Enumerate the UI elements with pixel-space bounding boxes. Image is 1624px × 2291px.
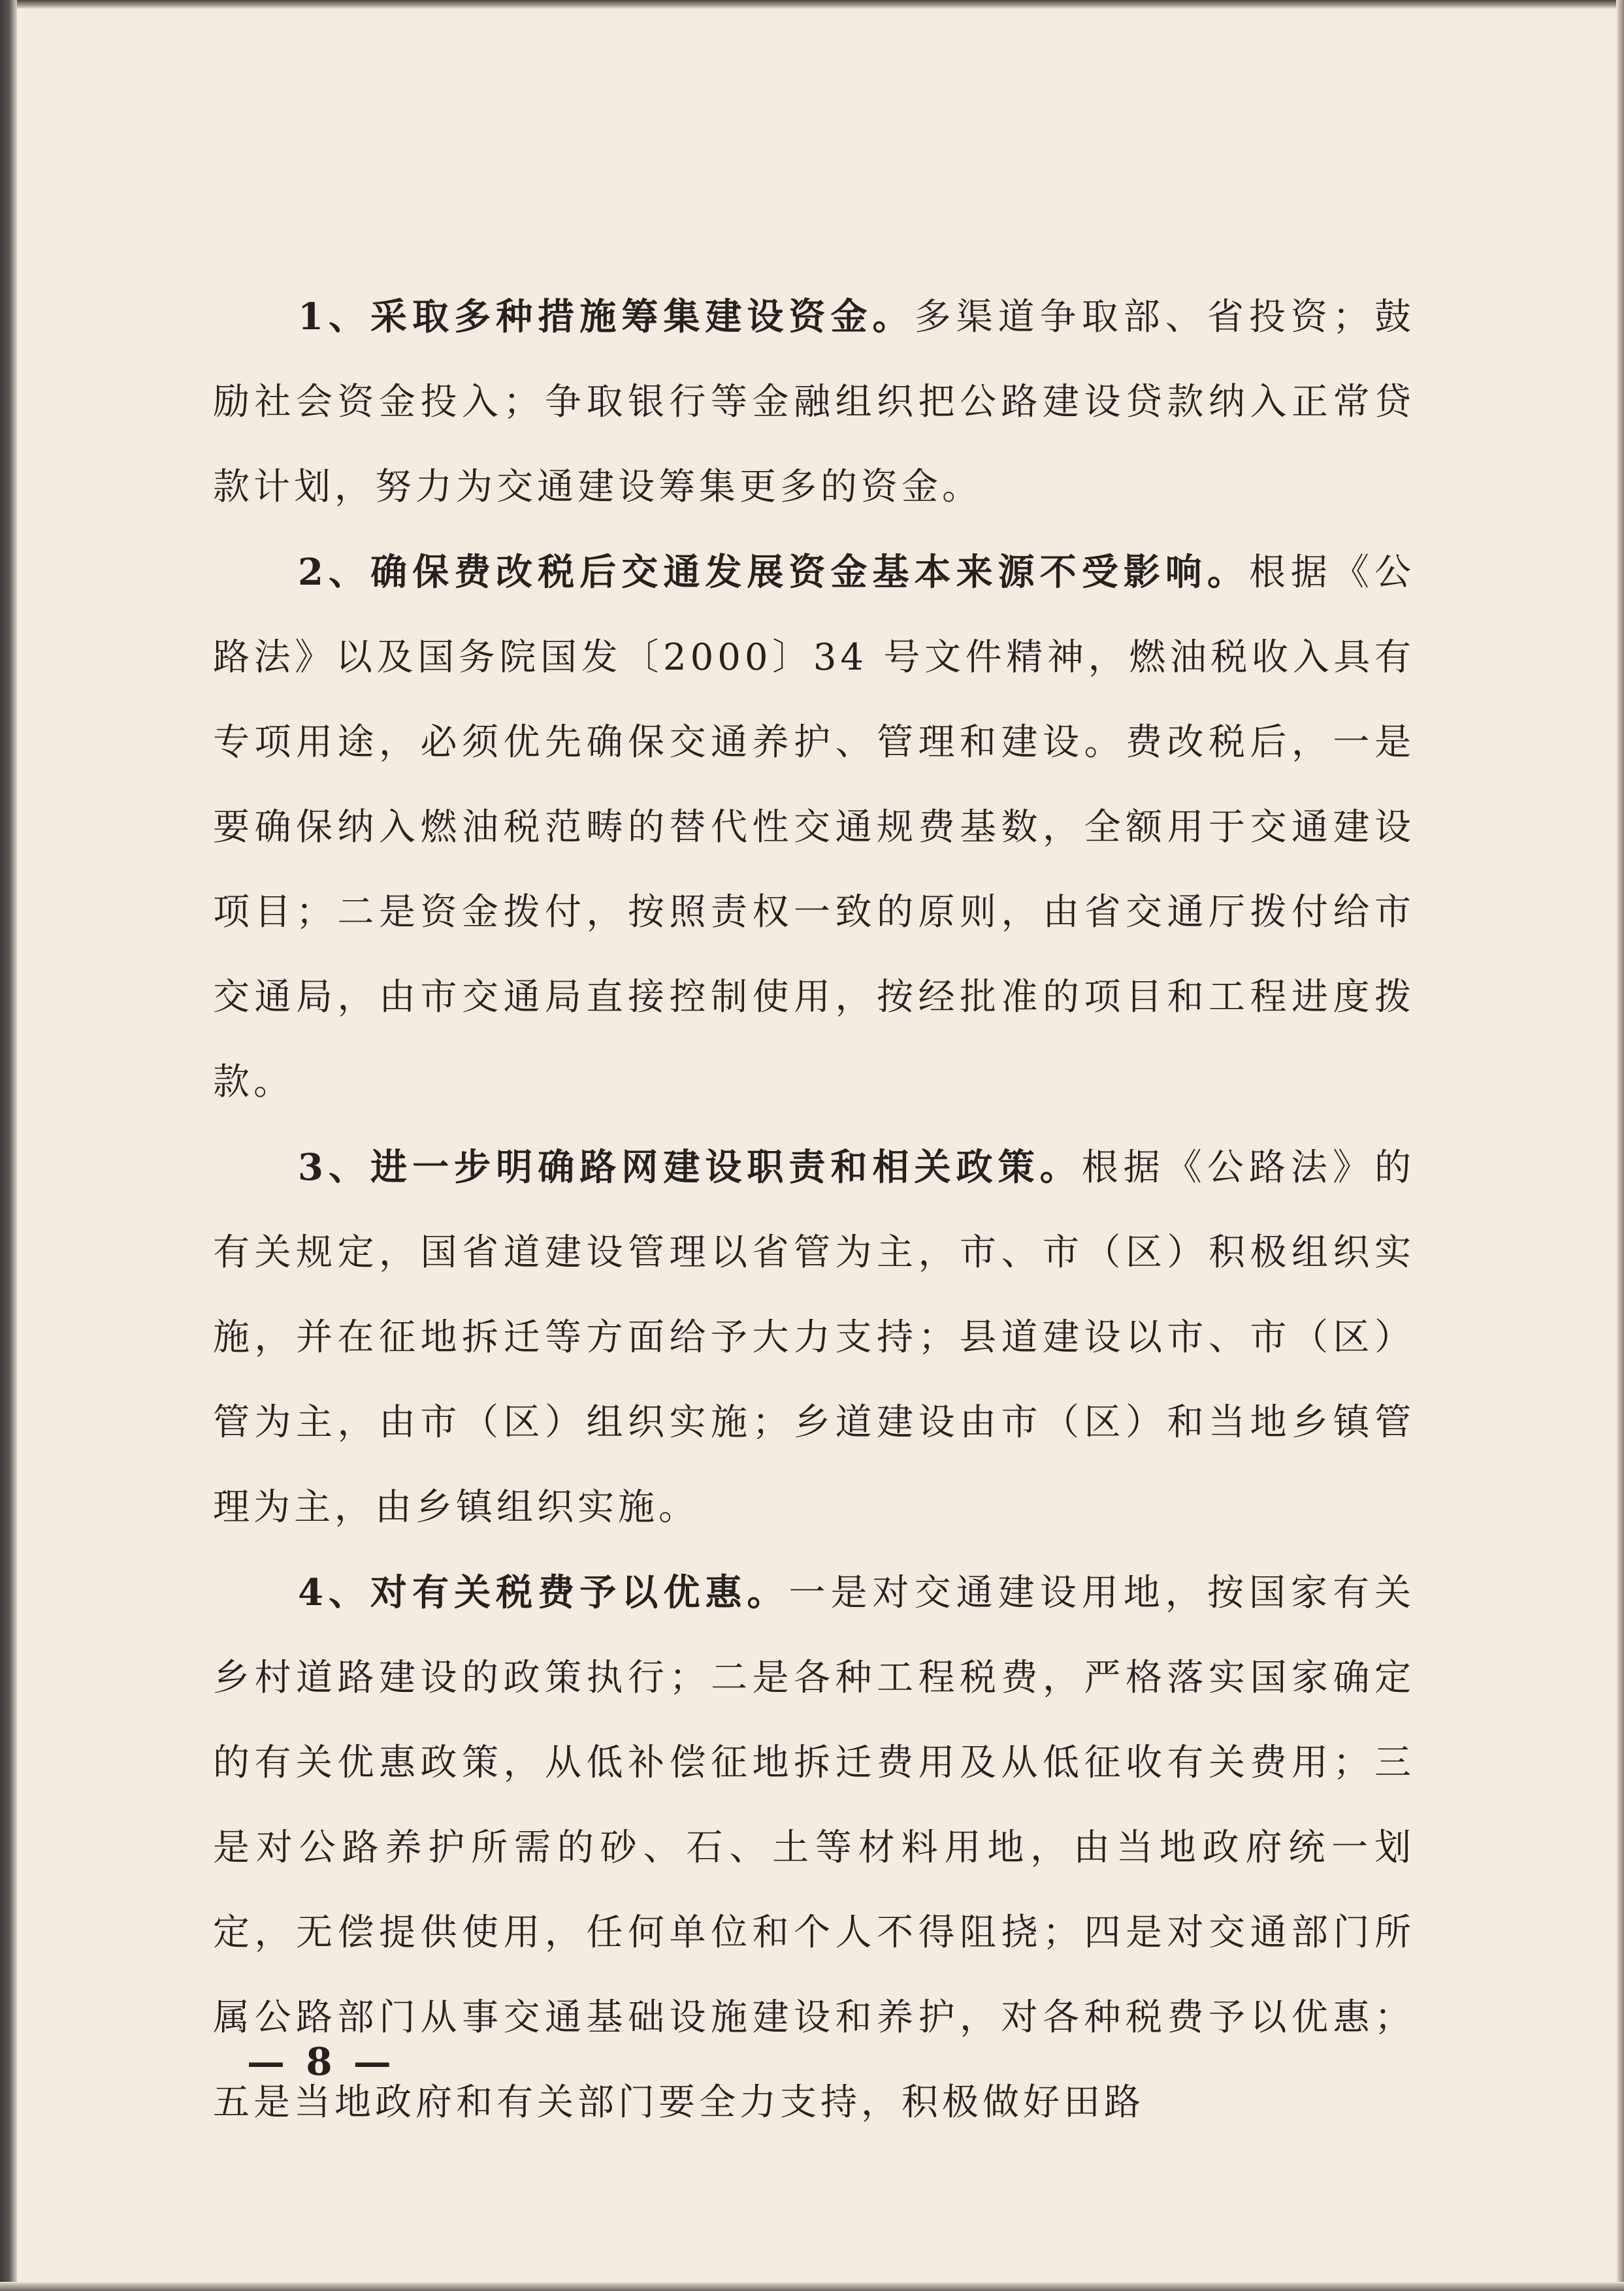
paragraph-1 (213, 274, 1415, 530)
paragraph-1-text: 多渠道争取部、省投资；鼓励社会资金投入；争取银行等金融组织把公路建设贷款纳入正常贷款计划，努力为交通建设筹集更多的资金。 (213, 296, 1415, 508)
paragraph-2-heading: 2、确保费改税后交通发展资金基本来源不受影响。 (298, 551, 1249, 594)
paragraph-3-heading: 3、进一步明确路网建设职责和相关政策。 (298, 1146, 1082, 1189)
scan-edge-left (0, 0, 17, 2291)
page-number: — 8 — (247, 2039, 395, 2084)
scan-edge-bottom (0, 2282, 1624, 2291)
document-body (213, 274, 1415, 2145)
paragraph-2-text: 根据《公路法》以及国务院国发〔2000〕34 号文件精神，燃油税收入具有专项用途，必须优先确保交通养护、管理和建设。费改税后，一是要确保纳入燃油税范畴的替代性交通规费基数，全额用于交通建设项目；二是资金拨付，按照责权一致的原则，由省交通厅拨付给市交通局，由市交通局直接控制使用，按经批准的项目和工程进度拨款。 (213, 551, 1416, 1103)
paragraph-4-heading: 4、对有关税费予以优惠。 (298, 1571, 789, 1614)
scan-edge-top (0, 0, 1624, 9)
paragraph-3-text: 根据《公路法》的有关规定，国省道建设管理以省管为主，市、市（区）积极组织实施，并在征地拆迁等方面给予大力支持；县道建设以市、市（区）管为主，由市（区）组织实施；乡道建设由市（区）和当地乡镇管理为主，由乡镇组织实施。 (213, 1146, 1415, 1529)
scan-edge-right (1616, 0, 1624, 2291)
paragraph-3 (213, 1125, 1415, 1550)
paragraph-4-text: 一是对交通建设用地，按国家有关乡村道路建设的政策执行；二是各种工程税费，严格落实国家确定的有关优惠政策，从低补偿征地拆迁费用及从低征收有关费用；三是对公路养护所需的砂、石、土等材料用地，由当地政府统一划定，无偿提供使用，任何单位和个人不得阻挠；四是对交通部门所属公路部门从事交通基础设施建设和养护，对各种税费予以优惠；五是当地政府和有关部门要全力支持，积极做好田路 (213, 1572, 1416, 2124)
paragraph-1-heading: 1、采取多种措施筹集建设资金。 (298, 295, 915, 338)
paragraph-2 (213, 530, 1415, 1125)
